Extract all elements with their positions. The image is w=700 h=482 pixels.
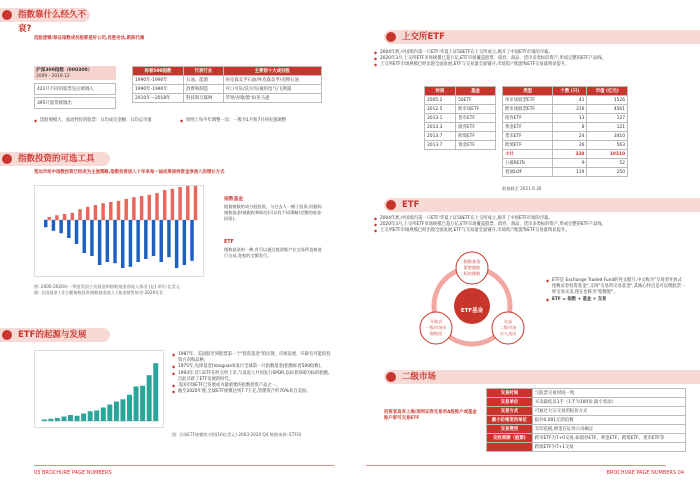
list-item: ◆ 2004年底,中国境内第一只ETF:华夏上证50ETF在上交所成立,揭开了中国ETF市场的序幕。 <box>374 50 684 56</box>
index-fund-bar <box>148 195 151 220</box>
list-item: ◆ 2020年3月,上交所ETF市场规模已超万亿,ETF市场覆盖股票、债券、商品、货币多类标的资产,形成完整的ETF产品线。 <box>374 222 684 228</box>
active-fund-bar <box>44 220 47 227</box>
table-header: 个数 (只) <box>553 87 587 96</box>
chart2-source: 图: 全球ETF规模变动图(10亿美元) 2003-2020 Q4 数据来源: ETFGI <box>172 432 302 437</box>
table-row: 交易费用 无印花税,佣金在证券公司确定 <box>487 425 686 434</box>
footer-line <box>34 465 334 466</box>
etf-size-bar <box>120 399 125 421</box>
etf-growth-chart <box>34 350 164 428</box>
table-cell: 2010年—2018年 <box>133 94 184 103</box>
active-fund-bar <box>129 220 132 267</box>
table-row: 跨境ETF为T+1交易 <box>487 443 686 452</box>
active-fund-bar <box>83 220 86 253</box>
fund-flow-chart-svg <box>35 186 205 278</box>
active-fund-bar <box>98 220 101 265</box>
active-fund-bar <box>59 220 62 233</box>
section-subtitle: 宽达市场中指数投资已经成为主流策略,指数投资进入十年来每一届成果保持资金净流入的增长方式 <box>34 170 225 175</box>
section-title-tools: 指数投资的可选工具 <box>0 152 110 166</box>
table-row: 债券ETF 13 127 <box>503 114 628 123</box>
index-fund-bar <box>124 199 127 220</box>
page-number-right: BROCHURE PAGE NUMBERS 04 <box>606 470 684 476</box>
etf-size-bar <box>75 416 80 421</box>
active-fund-bar <box>144 220 147 259</box>
etf-type-table <box>502 86 628 177</box>
etf-history-table <box>424 86 496 150</box>
active-fund-bar <box>75 220 78 244</box>
hs300-box <box>34 66 116 109</box>
active-fund-bar <box>90 220 93 256</box>
table-row: 交易方式 可通过大宗交易的报价方式 <box>487 407 686 416</box>
etf-size-bar <box>94 411 99 422</box>
list-item: ◆ 2020年3月,上交所ETF市场规模已超万亿,ETF市场覆盖股票、债券、商品、货币多类标的资产,形成完整的ETF产品线。 <box>374 56 684 62</box>
right-node-line: 交易 <box>503 319 513 324</box>
etf-size-bar <box>134 387 139 422</box>
index-fund-bar <box>94 205 97 220</box>
etf-size-bar <box>48 419 53 421</box>
hs300-row: 395只股票被调出 <box>34 97 116 109</box>
etf-diagram <box>402 250 542 360</box>
list-item: ◆ 1987年，美国股市到股票第一个"投资基金"的出现，市场发展、开辟有可能的投资方向和品种。 <box>172 352 332 364</box>
etf-label: ETF <box>224 240 234 245</box>
list-item: ◆ 2004年底,中国境内第一只ETF:华夏上证50ETF在上交所成立,揭开了中国ETF市场的序幕。 <box>374 216 684 222</box>
active-fund-bar <box>152 220 155 256</box>
index-fund-bar <box>155 193 158 220</box>
index-fund-bar <box>186 186 189 220</box>
active-fund-bar <box>160 220 163 262</box>
index-fund-bar <box>78 209 81 220</box>
table-header: 时间 <box>425 87 456 96</box>
etf-growth-chart-svg <box>35 351 165 429</box>
table-cell: 1990年-1990年 <box>133 85 184 94</box>
left-node-line: 开放式 <box>429 319 443 324</box>
table-row: 跨境ETF 26 563 <box>503 141 628 150</box>
table-header: 市值 (亿元) <box>587 87 628 96</box>
top-node-line: 标的指数 <box>463 271 481 276</box>
index-fund-bar <box>47 217 50 220</box>
right-node-line: 买入卖出 <box>499 331 517 336</box>
sec1-note-right: ◆ 原则上每半年调整一次：一般为1月和7月初实施调整 <box>180 118 330 124</box>
top-node-line: 指数基金 <box>463 259 481 264</box>
table-row: 普通LOF 119 250 <box>503 168 628 177</box>
etf-size-bar <box>107 405 112 422</box>
table-cell: 埃克森美孚石油/埃克森美孚/壳牌石油 <box>223 76 322 85</box>
index-fund-bar <box>140 196 143 220</box>
right-page <box>350 0 700 482</box>
hs300-head: 沪深300指数（000300） <box>34 66 116 74</box>
list-item: ◆ 截至2020年底,全球ETF规模达到7.7万亿,管理资产约70%来自美国。 <box>172 389 332 395</box>
list-item: ◆ 上交所ETF市场规模已经出现全面发展,ETF与交易量全面铺开,市场资产配置和ETF交易量明显提升。 <box>374 62 684 68</box>
index-fund-text: 根据指数的成分股投资，与过去人一模子投资,但跟踪指数基金(被跟踪和标的)可以有不同策略(完整的基金投资)。 <box>224 204 322 221</box>
table-row: 黄金ETF 8 121 <box>503 123 628 132</box>
table-row: 2013.3 债券ETF <box>425 123 496 132</box>
table-row: 公募REITs 9 52 <box>503 159 628 168</box>
footer-line <box>366 465 666 466</box>
top-node-line: 紧密跟踪 <box>463 265 481 270</box>
table-header: 基金 <box>456 87 496 96</box>
table-cell: 1990年-1990年 <box>133 76 184 85</box>
section-title-secondary-market: 二级市场 <box>384 370 700 384</box>
etf-formula: ◆ ETF = 指数 + 基金 + 交易 <box>546 297 686 303</box>
table-row: 货币ETF 24 3410 <box>503 132 628 141</box>
table-cell: 消费和制造 <box>184 85 223 94</box>
index-fund-bar <box>63 214 66 220</box>
type-table-note: 数据截至 2021.6.30 <box>502 186 542 191</box>
index-fund-bar <box>171 189 174 220</box>
active-fund-bar <box>106 220 109 262</box>
section-title-sse-etf: 上交所ETF <box>384 30 700 44</box>
index-fund-bar <box>109 202 112 220</box>
right-node-line: 二级市场 <box>499 325 517 330</box>
active-fund-bar <box>52 220 55 231</box>
list-item: ◆ 1993年,首只ETF在经交所上市,与发起人共同发行SPDR,以标普500为标的指数,自此开辟了ETF发展的时代。 <box>172 371 332 383</box>
page-number-left: 03 BROCHURE PAGE NUMBERS <box>34 470 112 476</box>
table-row: 2013.7 跨境ETF <box>425 132 496 141</box>
secondary-market-table <box>486 388 686 452</box>
section-title-etf-origin: ETF的起源与发展 <box>0 328 110 342</box>
left-node-line: 购赎回 <box>429 331 443 336</box>
list-item: ◆ 上交所ETF市场规模已经出现全面发展,ETF与交易量全面铺开,市场资产配置和ETF交易量明显提升。 <box>374 228 684 234</box>
etf-history-list <box>172 352 332 395</box>
section-title-etf: ETF <box>384 198 700 212</box>
hs300-row: 421只不同的股票先后被调入 <box>34 83 116 95</box>
hs300-range: 2009 - 2019.12 <box>34 74 116 80</box>
chart1-source: 图: 2000-2020年一季度美国主动基金和指数基金净流入情况 (亿) 单位:亿美元 源: 全国基金 (非主题指数投资指数基金流入 [基金销售协会:2020年]) <box>34 284 180 295</box>
etf-size-bar <box>61 417 66 422</box>
index-fund-bar <box>178 187 181 220</box>
sec1-note-left: ◆ 选股规模大、流动性好的股票：日均成交金额、日均总市值 <box>34 118 164 124</box>
active-fund-bar <box>167 220 170 257</box>
sse-etf-bullets <box>374 50 684 69</box>
table-row: 2005.2 50ETF <box>425 96 496 105</box>
table-cell: 苹果/谷歌/脸书/亚马逊 <box>223 94 322 103</box>
center-label: ETF基金 <box>460 308 484 314</box>
active-fund-bar <box>67 220 70 238</box>
table-row: 跨市场股票ETF 216 4561 <box>503 105 628 114</box>
table-row: 2013.1 货币ETF <box>425 114 496 123</box>
etf-callout <box>224 240 324 259</box>
table-row: 小计 328 10310 <box>503 150 628 159</box>
active-fund-bar <box>121 220 124 268</box>
fund-flow-chart <box>34 185 204 277</box>
etf-size-bar <box>153 363 158 421</box>
etf-text: 指数基金的一种,有可以通过股票帐户在交易所直接进行交易,宽松的全额发行。 <box>224 247 322 258</box>
active-fund-bar <box>175 220 178 268</box>
index-fund-label: 指数基金 <box>224 197 244 202</box>
table-row: 交易时间 与股票交易时间一致 <box>487 389 686 398</box>
etf-size-bar <box>88 411 93 421</box>
section-title-durability: 指数靠什么经久不衰? <box>0 8 90 22</box>
etf-size-bar <box>81 414 86 422</box>
center-circle <box>454 288 490 324</box>
index-fund-bar <box>132 197 135 220</box>
etf-size-bar <box>127 395 132 421</box>
list-item: ◆ 美国市场ETF已发展成为最重要的指数投资产品之一。 <box>172 383 332 389</box>
etf-size-bar <box>42 420 47 422</box>
index-fund-bar <box>117 201 120 220</box>
active-fund-bar <box>113 220 116 263</box>
active-fund-bar <box>183 220 186 265</box>
table-header: 代表行业 <box>184 67 223 76</box>
table-row: 单市场股票ETF 41 1526 <box>503 96 628 105</box>
table-row: 交收周期（股票) 跨市ETF为T+0交易,如债券ETF、黄金ETF、跨境ETF、货币ETF等 <box>487 434 686 443</box>
table-cell: 科技和互联网 <box>184 94 223 103</box>
sp500-table <box>132 66 322 103</box>
table-row: 2013.7 黄金ETF <box>425 141 496 150</box>
index-fund-callout <box>224 195 324 222</box>
section-subtitle: 选股逻辑/保证指数成份股都是好公司,优胜劣汰,新陈代谢 <box>34 36 145 41</box>
table-row: 最小价格变动单位 报价0.001元的倍数 <box>487 416 686 425</box>
table-row: 2012.5 跨市场ETF <box>425 105 496 114</box>
active-fund-bar <box>136 220 139 262</box>
index-fund-bar <box>71 213 74 220</box>
index-fund-bar <box>101 203 104 220</box>
index-fund-bar <box>194 186 197 220</box>
list-item: ◆ 1975年,先锋基金(Vanguard)发行全球第一只指数基金(指数标普500指数)。 <box>172 364 332 370</box>
etf-size-bar <box>55 418 60 421</box>
index-fund-bar <box>55 215 58 220</box>
index-fund-bar <box>86 207 89 220</box>
table-header: 类型 <box>503 87 553 96</box>
etf-size-bar <box>140 386 145 421</box>
active-fund-bar <box>190 220 193 261</box>
index-fund-bar <box>163 190 166 220</box>
etf-size-bar <box>114 402 119 422</box>
table-header: 主要前十大成份股 <box>223 67 322 76</box>
etf-size-bar <box>147 375 152 421</box>
left-node-line: 一级市场申 <box>425 325 447 330</box>
etf-bullets <box>374 216 684 235</box>
etf-size-bar <box>68 415 73 421</box>
table-row: 交易单位 买卖最低以1手（1手为100份,最小变动） <box>487 398 686 407</box>
etf-definition: ◆ ETF是 Exchange Traded Fund的英文缩写,中文称为"交易型开放式指数证券投资基金",又叫"交易所交易基金",其核心特点是可以像股票一样交易买卖,现在也称为"指数股"。 ◆ ETF = 指数 + 基金 + 交易 <box>546 278 686 303</box>
etf-size-bar <box>101 408 106 422</box>
table-cell: 可口可乐/沃尔玛/通用电气/飞利浦 <box>223 85 322 94</box>
table-cell: 石油、能源 <box>184 76 223 85</box>
table-header: 标普500指数 <box>133 67 184 76</box>
secondary-market-intro: 投资者具有上海/深圳证券交易所A股账户或基金账户即可交易ETF <box>384 410 477 421</box>
